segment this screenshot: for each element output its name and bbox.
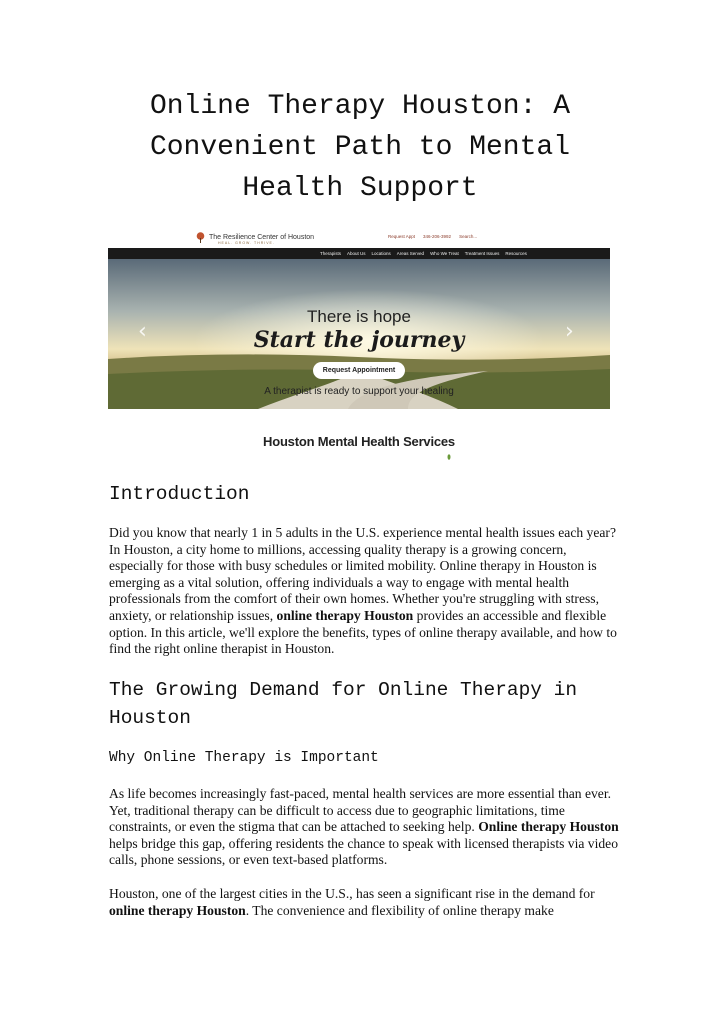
demand-p1-text-b: helps bridge this gap, offering residents the chance to speak with licensed therapists via video calls, phone sessions, or even text-based platforms. [109,835,618,868]
demand-paragraph-1 [109,786,619,869]
site-top-links [388,234,477,239]
site-search: Search... [459,234,478,239]
intro-text-a: Did you know that nearly 1 in 5 adults in the U.S. experience mental health issues each year? In Houston, a city home to millions, accessing quality therapy is a growing concern, especially for those with busy schedules or limited mobility. Online therapy in Houston is emerging as a vital solution, offering individuals a way to engage with mental health professionals from the comfort of their own homes. Whether you're struggling with stress, anxiety, or relationship issues, [109,525,616,623]
demand-p2-bold: online therapy Houston [109,902,246,918]
leaf-icon [446,454,452,460]
hero-line-3: A therapist is ready to support your healing [264,386,454,397]
intro-bold-keyword: online therapy Houston [276,607,414,623]
demand-paragraph-2 [109,886,619,919]
demand-p1-text-a: As life becomes increasingly fast-paced, mental health services are more essential than ever. Yet, traditional therapy can be difficult to access due to geographic limitations, time constraints, or even the stigma that can be attached to seeking help. [109,786,612,835]
request-appointment-button: Request Appointment [313,362,405,379]
nav-about-us: About Us [347,251,366,256]
website-screenshot [108,226,610,462]
tree-logo-icon [196,232,205,243]
hero-line-2: Start the journey [253,327,465,353]
carousel-prev-icon: ‹ [138,319,147,344]
services-heading: Houston Mental Health Services [263,434,455,449]
demand-p1-bold: Online therapy Houston [478,819,619,835]
nav-resources: Resources [505,251,527,256]
page-title: Online Therapy Houston: A Convenient Path to Mental Health Support [149,91,571,204]
nav-who-we-treat: Who We Treat [430,251,459,256]
site-navbar [108,248,610,259]
carousel-next-icon: › [565,319,574,344]
hero-banner [108,259,610,409]
demand-p2-text-b: . The convenience and flexibility of online therapy make [245,902,554,918]
hero-line-1: There is hope [307,307,411,326]
nav-locations: Locations [371,251,391,256]
demand-heading: The Growing Demand for Online Therapy in Houston [109,679,578,729]
phone-link: 346-206-3992 [423,234,452,239]
request-appt-link: Request Appt [388,234,416,239]
nav-therapists: Therapists [320,251,342,256]
site-header [108,226,610,249]
demand-p2-text-a: Houston, one of the largest cities in the U.S., has seen a significant rise in the demand for [109,886,595,901]
nav-areas-served: Areas Served [396,251,425,256]
intro-heading: Introduction [109,483,250,505]
site-logo-tagline: HEAL. GROW. THRIVE. [218,241,275,245]
intro-text-b: provides an accessible and flexible option. In this article, we'll explore the benefits, types of online therapy available, and how to find the right online therapist in Houston. [109,607,617,657]
nav-treatment-issues: Treatment Issues [464,251,500,256]
intro-paragraph [109,525,619,658]
demand-subheading: Why Online Therapy is Important [109,750,379,766]
site-logo-name: The Resilience Center of Houston [209,234,315,241]
